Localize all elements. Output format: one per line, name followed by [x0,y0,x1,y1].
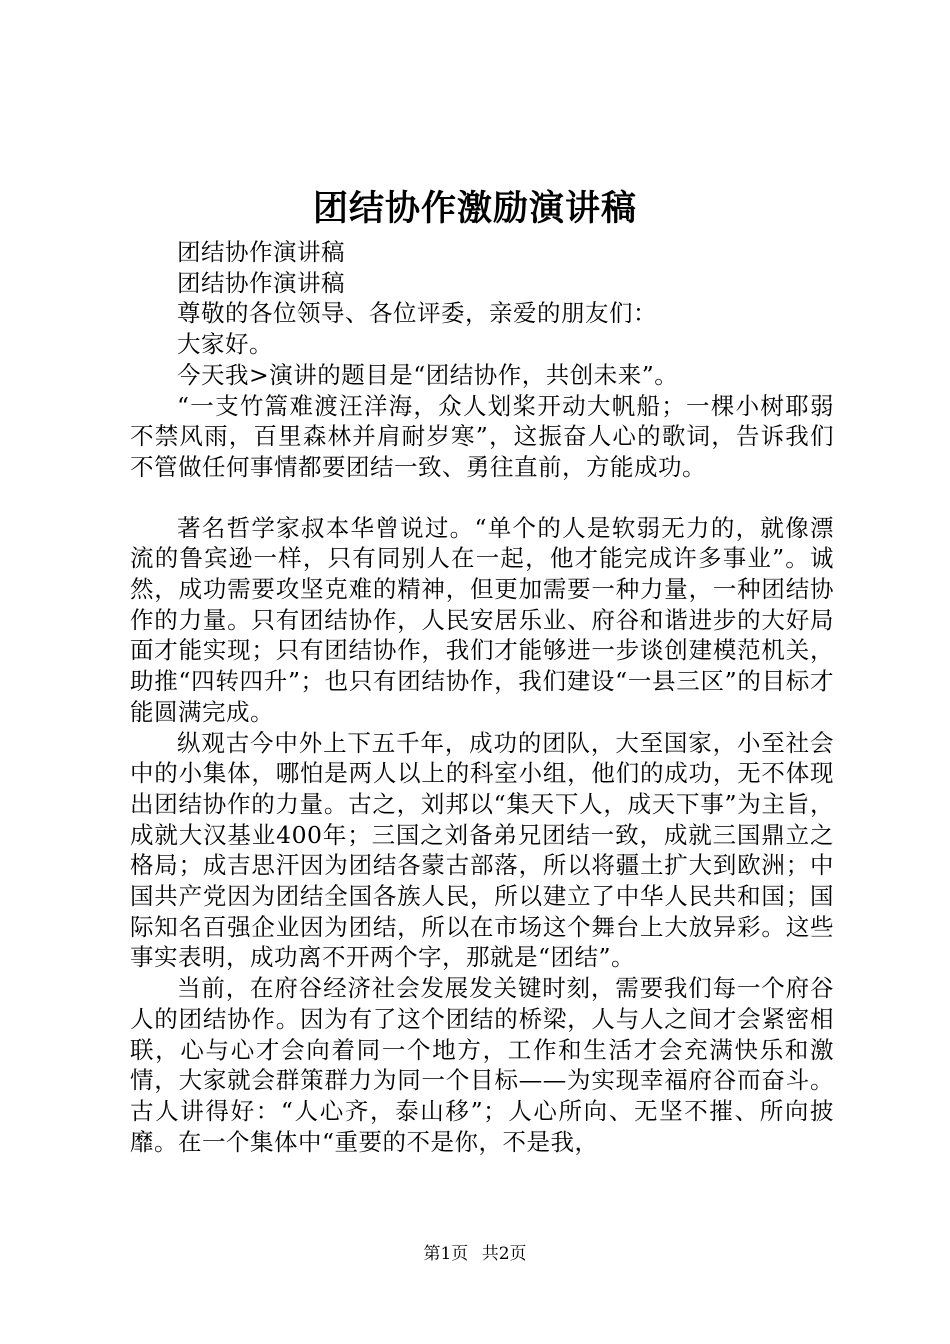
paragraph: 当前，在府谷经济社会发展发关键时刻，需要我们每一个府谷人的团结协作。因为有了这个团结的桥梁，人与人之间才会紧密相联，心与心才会向着同一个地方，工作和生活才会充满快乐和激情，大家就会群策群力为同一个目标——为实现幸福府谷而奋斗。古人讲得好：“人心齐，泰山移”；人心所向、无坚不摧、所向披靡。在一个集体中“重要的不是你，不是我， [130,974,834,1156]
page-footer [0,1243,950,1265]
page-total: 共2页 [481,1244,527,1264]
document-body [130,237,834,1157]
paragraph: 团结协作演讲稿 [177,268,345,297]
paragraph: 尊敬的各位领导、各位评委，亲爱的朋友们： [177,299,657,328]
paragraph: “一支竹篙难渡汪洋海，众人划桨开动大帆船；一棵小树耶弱不禁风雨，百里森林并肩耐岁寒”，这振奋人心的歌词，告诉我们不管做任何事情都要团结一致、勇往直前，方能成功。 [130,391,834,481]
paragraph: 团结协作演讲稿 [177,238,345,266]
paragraph: 大家好。 [177,330,273,359]
page-number: 第1页 [423,1244,469,1264]
paragraph: 著名哲学家叔本华曾说过。“单个的人是软弱无力的，就像漂流的鲁宾逊一样，只有同别人在一起，他才能完成许多事业”。诚然，成功需要攻坚克难的精神，但更加需要一种力量，一种团结协作的力量。只有团结协作，人民安居乐业、府谷和谐进步的大好局面才能实现；只有团结协作，我们才能够进一步谈创建模范机关，助推“四转四升”；也只有团结协作，我们建设“一县三区”的目标才能圆满完成。 [130,513,834,726]
paragraph: 纵观古今中外上下五千年，成功的团队，大至国家，小至社会中的小集体，哪怕是两人以上的科室小组，他们的成功，无不体现出团结协作的力量。古之，刘邦以“集天下人，成天下事”为主旨，成就大汉基业400年；三国之刘备弟兄团结一致，成就三国鼎立之格局；成吉思汗因为团结各蒙古部落，所以将疆土扩大到欧洲；中国共产党因为团结全国各族人民，所以建立了中华人民共和国；国际知名百强企业因为团结，所以在市场这个舞台上大放异彩。这些事实表明，成功离不开两个字，那就是“团结”。 [130,728,834,972]
document-title: 团结协作激励演讲稿 [312,188,637,229]
paragraph: 今天我>演讲的题目是“团结协作，共创未来”。 [177,360,679,389]
